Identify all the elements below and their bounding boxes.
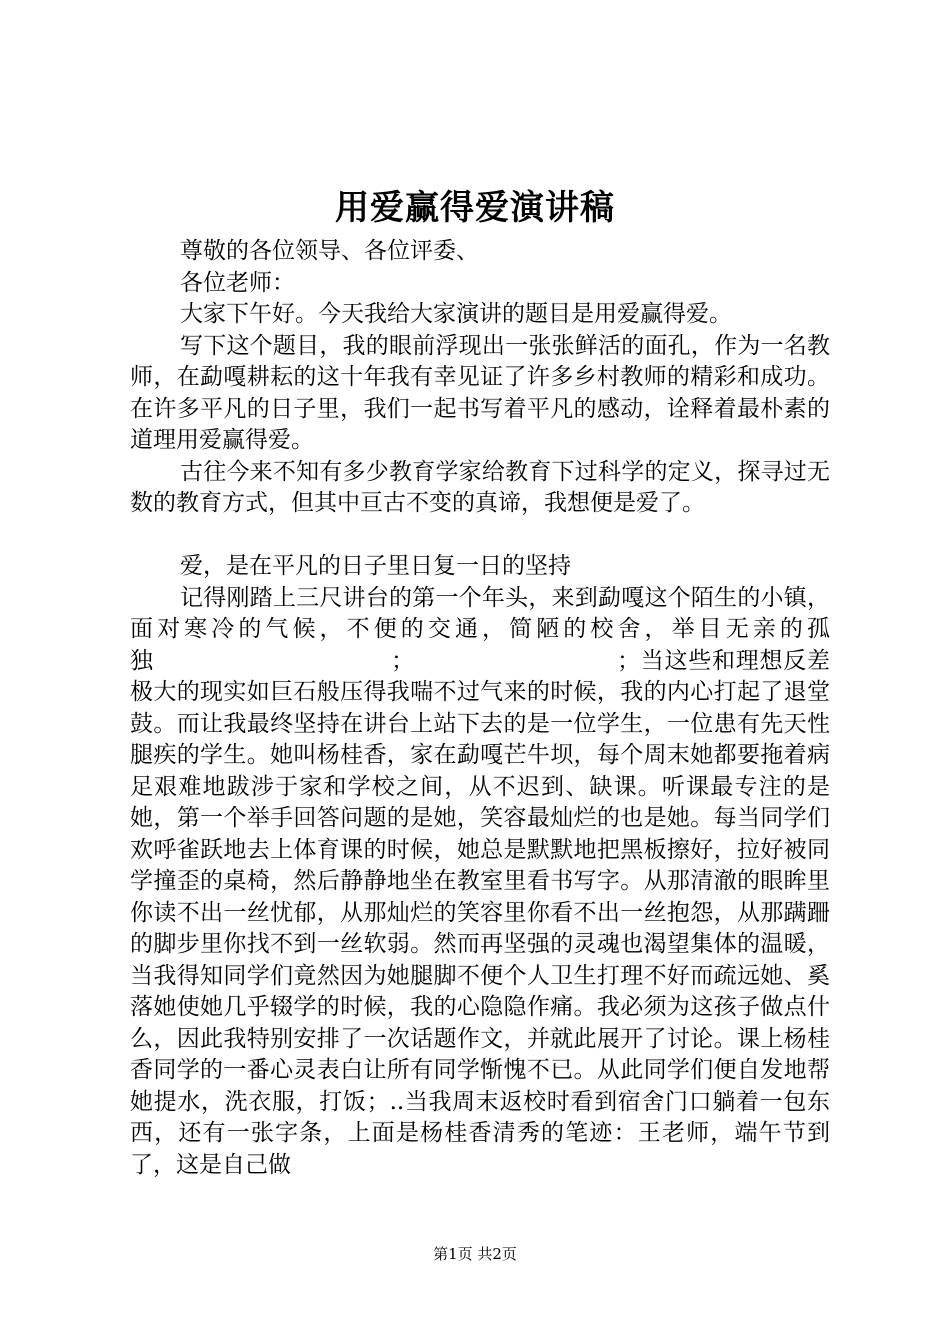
- salutation-line-1: 尊敬的各位领导、各位评委、: [180, 238, 479, 264]
- definition-paragraph: 古往今来不知有多少教育学家给教育下过科学的定义，探寻过无数的教育方式，但其中亘古不变的真谛，我想便是爱了。: [130, 458, 830, 516]
- document-title: 用爱赢得爱演讲稿: [335, 188, 615, 228]
- section-heading: 爱，是在平凡的日子里日复一日的坚持: [180, 553, 571, 579]
- salutation-line-2: 各位老师：: [180, 269, 295, 296]
- story-paragraph: 记得刚踏上三尺讲台的第一个年头，来到勐嘎这个陌生的小镇，面对寒冷的气候，不便的交通，简陋的校舍，举目无亲的孤独 ； ；当这些和理想反差极大的现实如巨石般压得我喘不过气来的时候，我的内心打起了退堂鼓。而让我最终坚持在讲台上站下去的是一位学生，一位患有先天性腿疾的学生。她叫杨桂香，家在勐嘎芒牛坝，每个周末她都要拖着病足艰难地跋涉于家和学校之间，从不迟到、缺课。听课最专注的是她，第一个举手回答问题的是她，笑容最灿烂的也是她。每当同学们欢呼雀跃地去上体育课的时候，她总是默默地把黑板擦好，拉好被同学撞歪的桌椅，然后静静地坐在教室里看书写字。从那清澈的眼眸里你读不出一丝忧郁，从那灿烂的笑容里你看不出一丝抱怨，从那蹒跚的脚步里你找不到一丝软弱。然而再坚强的灵魂也渴望集体的温暖，当我得知同学们竟然因为她腿脚不便个人卫生打理不好而疏远她、奚落她使她几乎辍学的时候，我的心隐隐作痛。我必须为这孩子做点什么，因此我特别安排了一次话题作文，并就此展开了讨论。课上杨桂香同学的一番心灵表白让所有同学惭愧不已。从此同学们便自发地帮她提水，洗衣服，打饭；..当我周末返校时看到宿舍门口躺着一包东西，还有一张字条，上面是杨桂香清秀的笔迹：王老师，端午节到了，这是自己做: [130, 584, 830, 1178]
- greeting-paragraph: 大家下午好。今天我给大家演讲的题目是用爱赢得爱。: [180, 301, 732, 327]
- paragraph-gap: [130, 520, 830, 552]
- page-footer: 第1页 共2页: [433, 1245, 517, 1263]
- document-body: [130, 236, 830, 1181]
- intro-paragraph: 写下这个题目，我的眼前浮现出一张张鲜活的面孔，作为一名教师，在勐嘎耕耘的这十年我有幸见证了许多乡村教师的精彩和成功。在许多平凡的日子里，我们一起书写着平凡的感动，诠释着最朴素的道理用爱赢得爱。: [130, 332, 830, 453]
